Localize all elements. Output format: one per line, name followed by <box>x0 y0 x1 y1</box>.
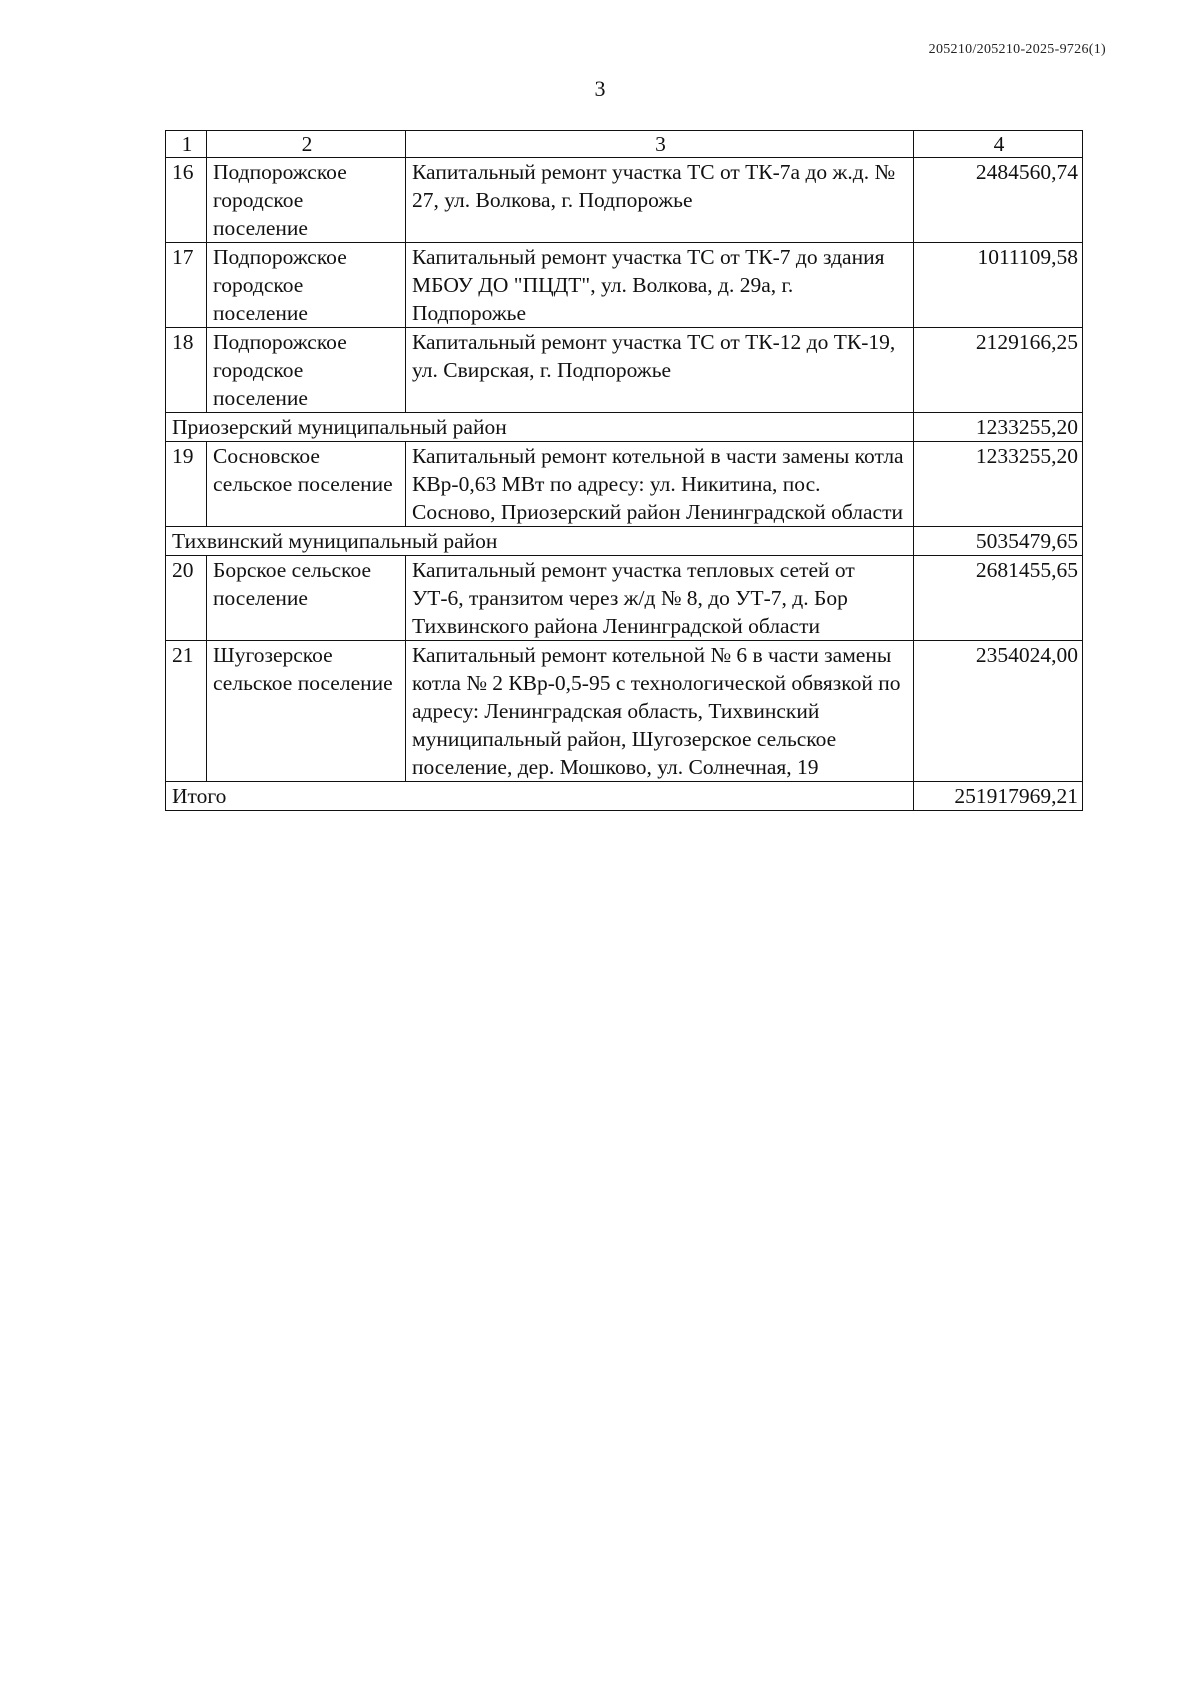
table-row <box>166 243 1083 328</box>
district-amount: 5035479,65 <box>914 527 1083 556</box>
district-name: Тихвинский муниципальный район <box>166 527 914 556</box>
work-description: Капитальный ремонт котельной в части замены котла КВр-0,63 МВт по адресу: ул. Никитина, пос. Сосново, Приозерский район Ленинградской области <box>406 442 914 527</box>
amount: 2681455,65 <box>914 556 1083 641</box>
work-description: Капитальный ремонт участка ТС от ТК-7 до здания МБОУ ДО "ПЦДТ", ул. Волкова, д. 29а, г. Подпорожье <box>406 243 914 328</box>
work-description: Капитальный ремонт участка тепловых сетей от УТ-6, транзитом через ж/д № 8, до УТ-7, д. Бор Тихвинского района Ленинградской области <box>406 556 914 641</box>
header-cell: 1 <box>166 131 207 158</box>
district-name: Приозерский муниципальный район <box>166 413 914 442</box>
amount: 1233255,20 <box>914 442 1083 527</box>
document-id: 205210/205210-2025-9726(1) <box>928 42 1106 57</box>
table-row <box>166 442 1083 527</box>
work-description: Капитальный ремонт котельной № 6 в части замены котла № 2 КВр-0,5-95 с технологической обвязкой по адресу: Ленинградская область, Тихвинский муниципальный район, Шугозерское сельское поселение, дер. Мошково, ул. Солнечная, 19 <box>406 641 914 782</box>
table-row <box>166 328 1083 413</box>
total-row <box>166 782 1083 811</box>
funding-table <box>165 130 1083 811</box>
table-row <box>166 641 1083 782</box>
page-number: 3 <box>594 76 606 101</box>
row-number: 20 <box>166 556 207 641</box>
amount: 2354024,00 <box>914 641 1083 782</box>
work-description: Капитальный ремонт участка ТС от ТК-7а до ж.д. № 27, ул. Волкова, г. Подпорожье <box>406 158 914 243</box>
table-row <box>166 158 1083 243</box>
header-cell: 3 <box>406 131 914 158</box>
table-row <box>166 556 1083 641</box>
row-number: 16 <box>166 158 207 243</box>
district-subtotal-row <box>166 527 1083 556</box>
header-cell: 2 <box>207 131 406 158</box>
header-cell: 4 <box>914 131 1083 158</box>
amount: 2484560,74 <box>914 158 1083 243</box>
amount: 2129166,25 <box>914 328 1083 413</box>
total-label: Итого <box>166 782 914 811</box>
work-description: Капитальный ремонт участка ТС от ТК-12 до ТК-19, ул. Свирская, г. Подпорожье <box>406 328 914 413</box>
table-header-row <box>166 131 1083 158</box>
settlement-name: Сосновское сельское поселение <box>207 442 406 527</box>
total-amount: 251917969,21 <box>914 782 1083 811</box>
district-amount: 1233255,20 <box>914 413 1083 442</box>
row-number: 18 <box>166 328 207 413</box>
amount: 1011109,58 <box>914 243 1083 328</box>
settlement-name: Подпорожское городское поселение <box>207 328 406 413</box>
settlement-name: Подпорожское городское поселение <box>207 158 406 243</box>
settlement-name: Шугозерское сельское поселение <box>207 641 406 782</box>
row-number: 19 <box>166 442 207 527</box>
settlement-name: Борское сельское поселение <box>207 556 406 641</box>
row-number: 17 <box>166 243 207 328</box>
row-number: 21 <box>166 641 207 782</box>
district-subtotal-row <box>166 413 1083 442</box>
settlement-name: Подпорожское городское поселение <box>207 243 406 328</box>
